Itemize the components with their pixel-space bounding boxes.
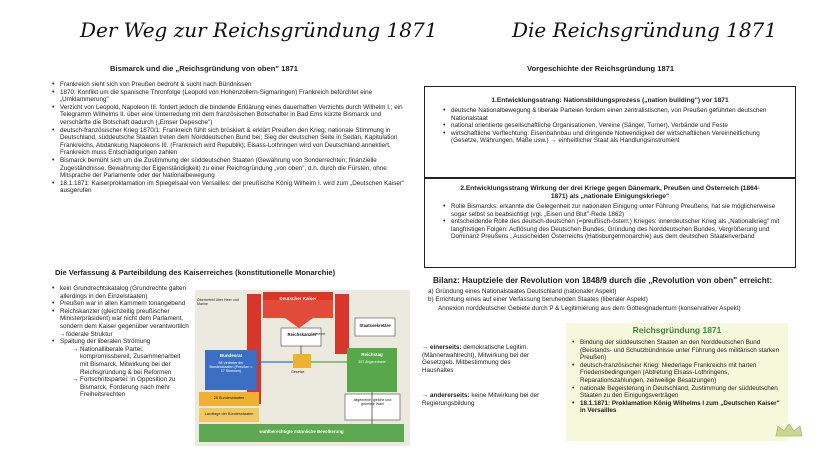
list-item: • Spaltung der liberalen Strömung — [50, 338, 190, 346]
landtage-label: Landtage der Bundesstaaten — [204, 412, 254, 416]
strand1-list — [441, 107, 787, 145]
einerseits — [422, 344, 542, 374]
fuerstenhaeuser-label: 25 Bundesstaaten — [213, 396, 245, 400]
reichstag-label: Reichstag — [361, 352, 383, 357]
list-item: • deutsch-französischer Krieg: Niederlage Frankreichs mit harten Friedensbedingungen (Abtretung Elsass-Lothringens, Reparationszahlungen, zeitweilige Besatzungen) — [570, 362, 782, 385]
list-item: → Fortschrittspartei: in Opposition zu Bismarck, Forderung nach mehr Freiheitsrechten — [50, 376, 190, 399]
strand2-list — [441, 203, 787, 241]
list-item: • Bismarck bemüht sich um die Zustimmung der süddeutschen Staaten (Gewährung von Sonderrechten; finanzielle Zugeständnisse, Bewahrung der Eigenständigkeit) zu einer Reichsgründung „von oben", d.h. durch die Fürsten, ohne Mitsprache der Parlamente oder der Nationalbewegung — [50, 157, 405, 180]
list-item: • deutsch-französischer Krieg 1870/1: Frankreich fühlt sich brüskiert & erklärt Preußen den Krieg; nationale Stimmung in Deutschland, süddeutsche Staaten treten dem Norddeutschen Bund bei; Sieg der deutschen Seite in Sedan, Kapitulation Frankreichs, Abdankung Napoleons III. (Frankreich wird Republik); Elsass-Lothringen wird von Deutschland annektiert, Frankreich muss Entschädigungen zahlen — [50, 127, 405, 157]
list-item: • Rolle Bismarcks: erkannte die Gelegenheit zur nationalen Einigung unter Führung Preußens, hat sie möglicherweise sogar selbst so beabsichtigt (vgl. „Eisen und Blut"-Rede 1862) — [441, 203, 787, 218]
list-item: • Frankreich sieht sich von Preußen bedroht & sucht nach Bündnissen — [50, 81, 405, 89]
crown-icon — [774, 422, 804, 438]
list-item: • 1870: Konflikt um die spanische Thronfolge (Leopold von Hohenzollern-Sigmaringen) Frankreich befürchtet eine „Umklammerung" — [50, 89, 405, 104]
einerseits-text: demokratische Legitim. (Männerwahlrecht), Mitwirkung bei der Gesetzgeb. Mitbestimmung des Haushaltes — [422, 344, 530, 374]
list-item: • wirtschaftliche Verflechtung: Eisenbahnbau und dringende Notwendigkeit der wirtschaftlichen Vereinheitlichung (Gesetze, Währungen, Maße usw.) → einheitlicher Staat als Handlungsinstrument — [441, 130, 787, 145]
left-title: Der Weg zur Reichsgründung 1871 — [80, 18, 438, 42]
bilanz-line-c: Annexion norddeutscher Gebiete durch P & Legitimierung aus dem Gottesgnadentum (konservativer Aspekt) — [438, 305, 741, 312]
andererseits-label: andererseits: — [430, 392, 470, 399]
kaiser-arrow — [285, 318, 313, 328]
reichstag-sub: 397 Abgeordnete — [358, 360, 386, 364]
ernennt-label: ernennt — [313, 332, 326, 336]
list-item: • Reichskanzler (gleichzeitig preußischer Ministerpräsident) war nicht dem Parlament, sondern dem Kaiser gegenüber verantwortlich — [50, 308, 190, 331]
list-item: • deutsche Nationalbewegung & liberale Parteien fordern einen zentralistischen, von Preußen geführten deutschen Nationalstaat — [441, 107, 787, 122]
right-title: Die Reichsgründung 1871 — [512, 18, 778, 42]
bilanz-line-a: a) Gründung eines Nationalstaates Deutschland (nationaler Aspekt) — [428, 288, 617, 295]
kaiser-label: Deutscher Kaiser — [279, 296, 317, 301]
list-item: → Nationalliberale Partei: kompromissbereit, Zusammenarbeit mit Bismarck, Mitwirkung bei der Reichsgründung & bei Reformen — [50, 346, 190, 376]
list-item: • nationale Begeisterung in Deutschland, Zustimmung der süddeutschen Staaten zu den Einigungsverträgen — [570, 385, 782, 400]
arrow-right-icon: → — [422, 344, 429, 351]
kaiser-right-bar — [335, 294, 349, 354]
reichskanzler-shape — [281, 328, 321, 346]
strand1-heading: 1.Entwicklungsstrang: Nationsbildungsprozess („nation building") vor 1871 — [491, 97, 729, 104]
wahl-label: allgemeine, gleiche und geheime Wahl — [353, 398, 392, 406]
list-item: • 18.1.1871: Kaiserproklamation im Spiegelsaal von Versailles: der preußische König Wilhelm I. wird zum „Deutschen Kaiser" ausgerufen — [50, 180, 405, 195]
list-item: • entscheidende Rolle des deutsch-deutschen (=preußisch-österr.) Krieges: innerdeutscher Krieg als „Nationalkrieg" mit langfristigen Folgen: Auflösung des Deutschen Bundes, Gründung des Norddeutschen Bundes, Vergrößerung und Dominanz Preußens , Ausscheiden Österreichs (Habsburgermonarchie) aus dem deutschen Staatenverband — [441, 218, 787, 241]
andererseits — [422, 392, 542, 407]
reichsgruendung-list — [570, 339, 782, 415]
strand2-box — [424, 178, 796, 268]
section2-list — [50, 285, 190, 399]
einerseits-label: einerseits: — [430, 344, 462, 351]
bilanz-line-b: b) Errichtung eines auf einer Verfassung beruhenden Staates (liberaler Aspekt) — [428, 296, 648, 303]
reichsgruendung-heading: Reichsgründung 1871 — [632, 325, 722, 335]
list-item: → föderale Struktur — [50, 331, 190, 339]
reichskanzler-label: Reichskanzler — [287, 332, 317, 337]
list-item: • kein Grundrechtskatalog (Grundrechte galten allerdings in den Einzelstaaten) — [50, 285, 190, 300]
bundesrat-sub: 58 Vertreter der Bundesstaaten (Preußen = 17 Stimmen) — [209, 361, 253, 373]
bilanz-heading: Bilanz: Hauptziele der Revolution von 1848/9 durch die „Revolution von oben" erreicht: — [433, 276, 773, 285]
list-item: • Bindung der süddeutschen Staaten an den Norddeutschen Bund (Beistands- und Schutzbündnisse unter Führung des militärisch starken Preußen) — [570, 339, 782, 362]
bundesrat-label: Bundesrat — [219, 353, 243, 358]
section1-list — [50, 81, 405, 195]
list-item: • 18.1.1871: Proklamation König Wilhelms I zum „Deutschen Kaiser" in Versailles — [570, 400, 782, 415]
waehler-label: wahlberechtigte männliche Bevölkerung — [259, 429, 344, 434]
oberbefehl-label: Oberbefehl über Heer und Marine — [197, 298, 239, 306]
list-item: • national orientierte gesellschaftliche Organisationen, Vereine (Sänger, Turner), Verbände und Feste — [441, 122, 787, 130]
kaiser-body-shape — [263, 300, 333, 318]
right-heading: Vorgeschichte der Reichsgründung 1871 — [527, 64, 675, 73]
staatssekretaere-label: Staatssekretäre — [359, 323, 391, 328]
constitution-diagram — [195, 290, 410, 446]
list-item: • Preußen war in allen Kammern tonangebend — [50, 300, 190, 308]
reichsgruendung-box — [566, 323, 788, 441]
list-item: • Verzicht von Leopold, Napoleon III. fordert jedoch die bindende Erklärung eines dauerhaften Verzichts durch Wilhelm I.; ein Telegramm Wilhelms II. über eine Unterredung mit dem französischen Botschafter in Bad Ems kürzte Bismarck und verschärfte die Botschaft dadurch („Emser Depesche") — [50, 104, 405, 127]
strand2-heading: 2.Entwicklungsstrang Wirkung der drei Kriege gegen Dänemark, Preußen und Österreich (1864-1871) als „nationale Einigungskriege" — [460, 185, 760, 200]
gesetze-shape — [293, 354, 311, 368]
gesetze-label: Gesetze — [291, 370, 305, 374]
strand1-box — [424, 86, 796, 178]
andererseits-text: keine Mitwirkung bei der Regierungsbildung — [422, 392, 540, 407]
section1-heading: Bismarck und die „Reichsgründung von oben" 1871 — [110, 64, 298, 73]
section2-heading: Die Verfassung & Parteibildung des Kaiserreiches (konstitutionelle Monarchie) — [55, 268, 336, 277]
arrow-right-icon: → — [422, 392, 429, 399]
